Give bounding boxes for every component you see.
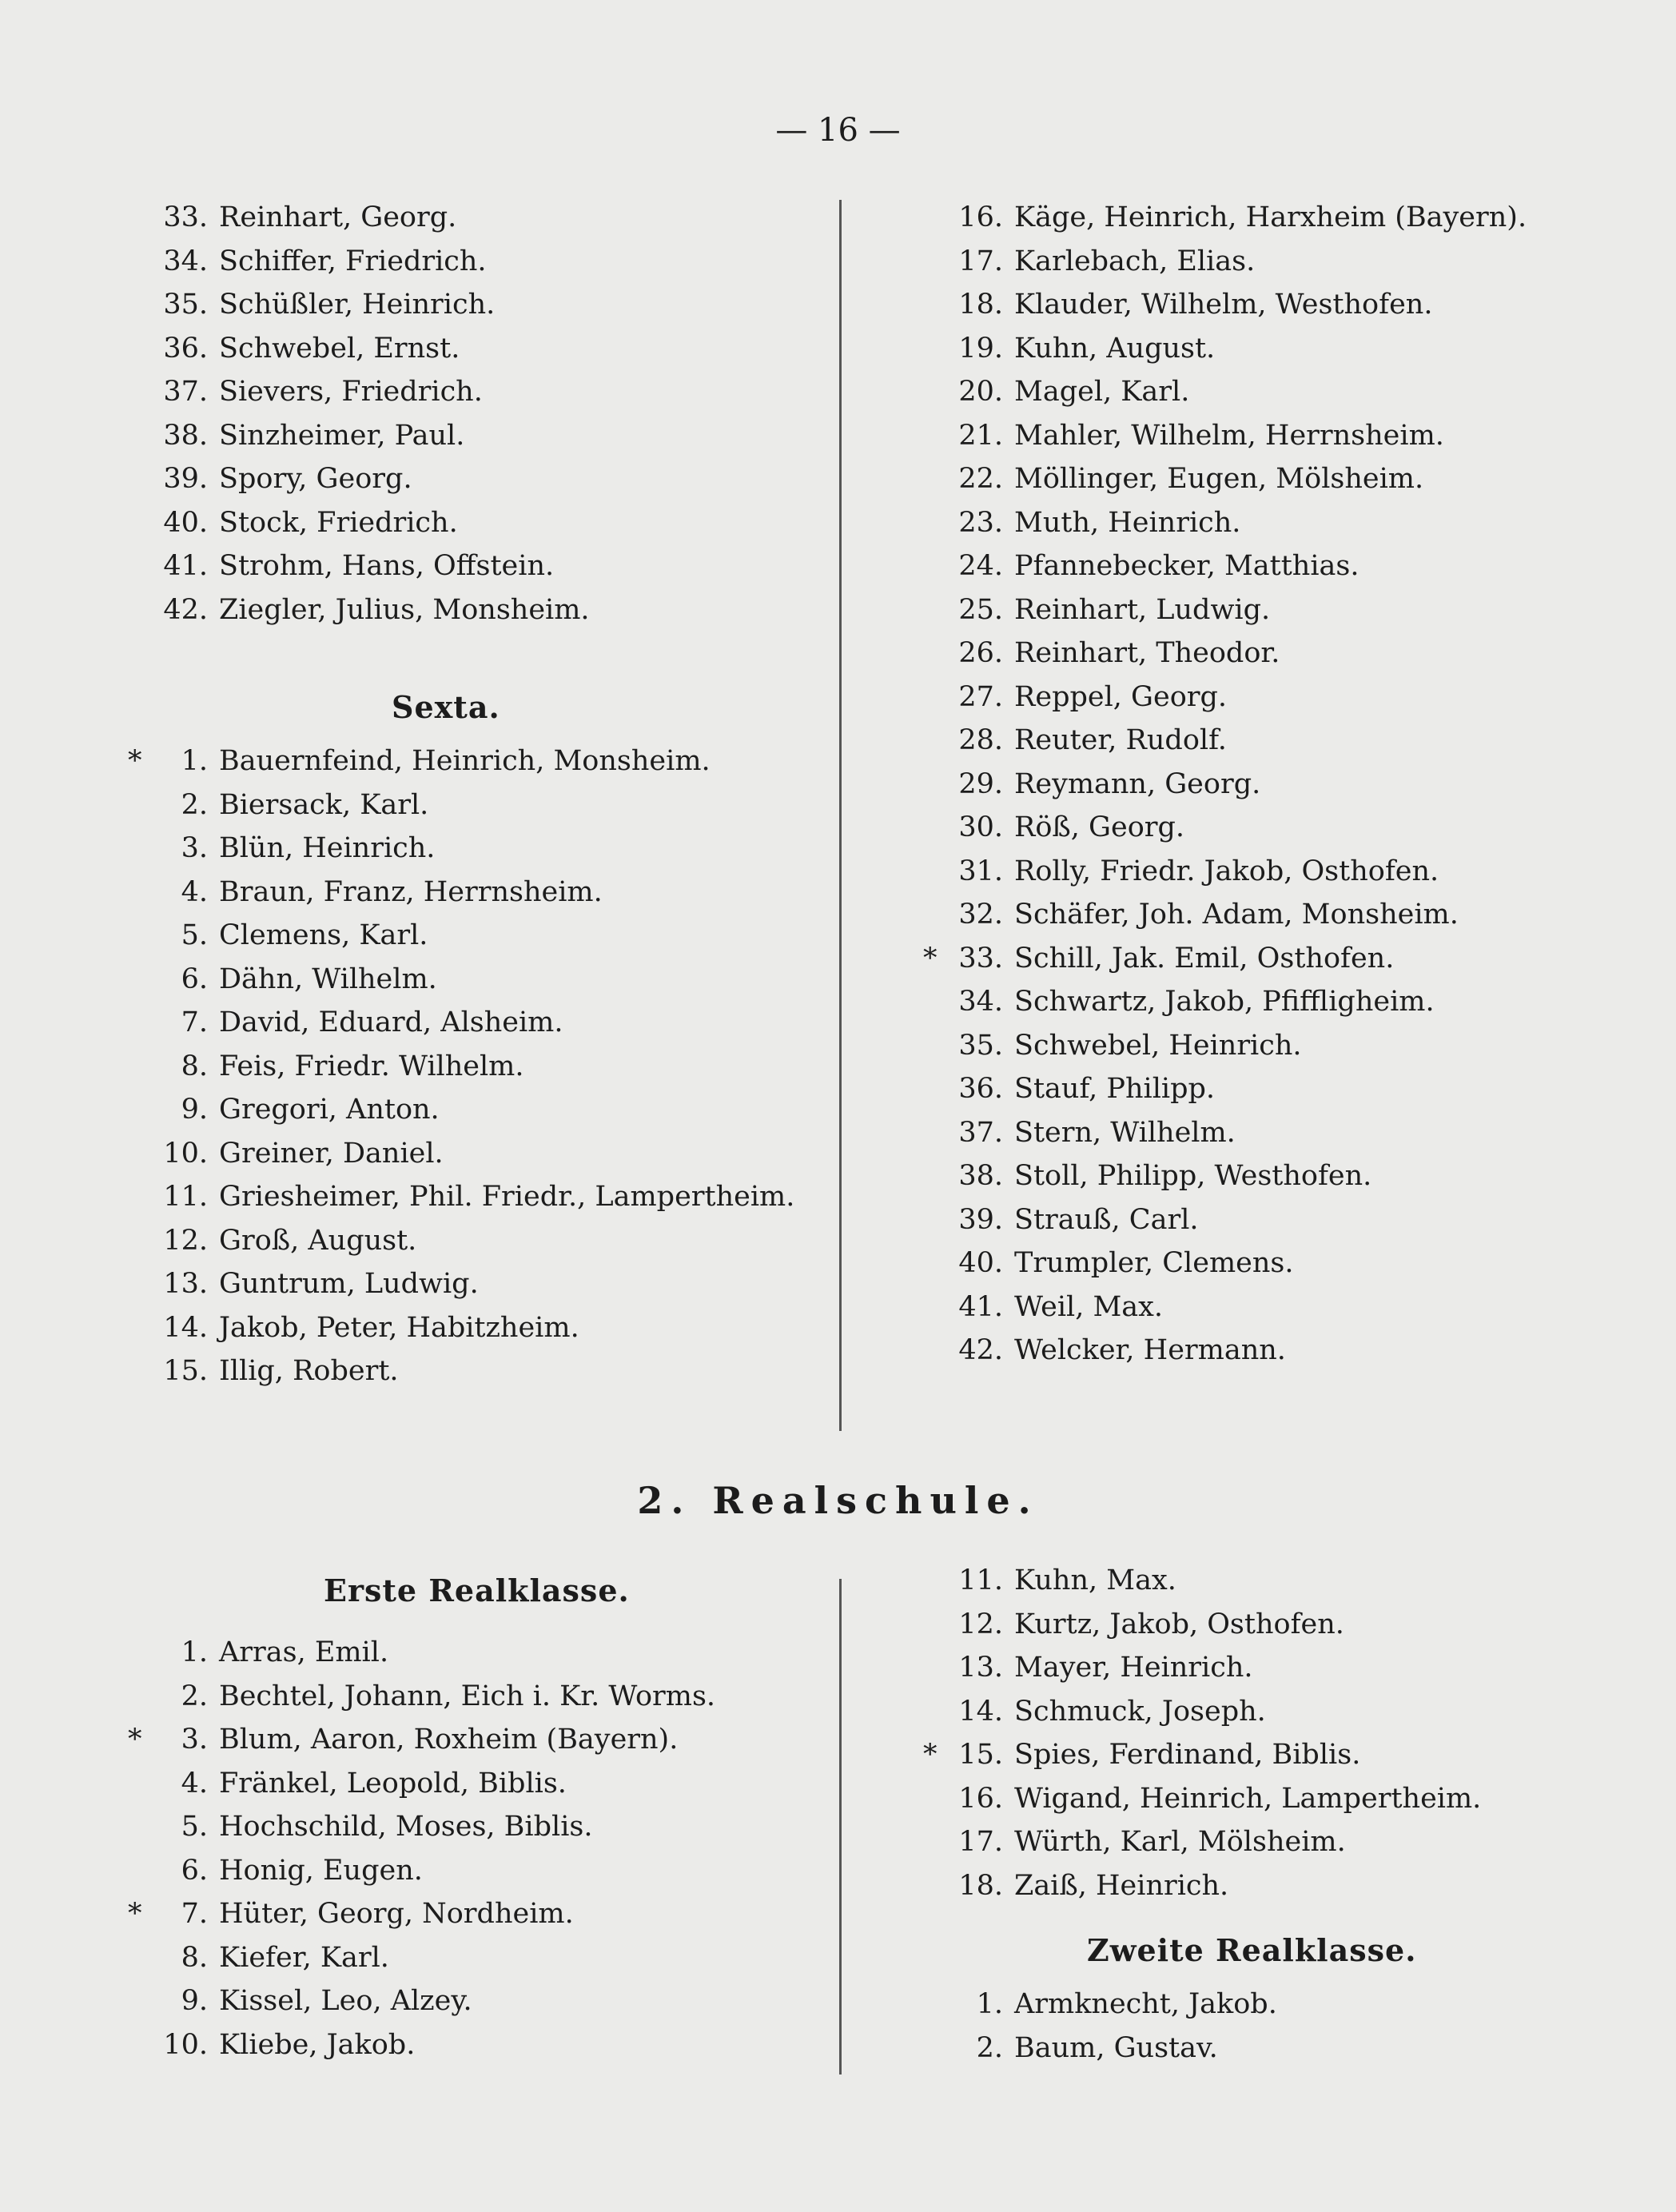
entry-number: 20. — [958, 376, 1003, 408]
entry-name: Spies, Ferdinand, Biblis. — [1014, 1739, 1361, 1771]
entry-number: 33. — [163, 201, 208, 233]
list-item — [160, 2023, 715, 2067]
entry-name: Kuhn, August. — [1014, 332, 1216, 365]
entry-name: Greiner, Daniel. — [219, 1137, 444, 1170]
list-item — [160, 414, 590, 458]
entry-number: 3. — [181, 1724, 208, 1756]
list-item — [955, 632, 1527, 676]
entry-number: 18. — [958, 1869, 1003, 1902]
list-item — [160, 1001, 794, 1045]
entry-name: Schwebel, Ernst. — [219, 332, 460, 365]
entry-number: 35. — [958, 1029, 1003, 1062]
entry-number: 31. — [958, 855, 1003, 887]
erste-left-list — [128, 1631, 716, 2067]
zweite-realklasse-heading: Zweite Realklasse. — [1087, 1932, 1417, 1968]
entry-name: Rolly, Friedr. Jakob, Osthofen. — [1014, 855, 1439, 887]
list-item — [955, 806, 1527, 850]
entry-name: Zaiß, Heinrich. — [1014, 1869, 1229, 1902]
entry-number: 38. — [958, 1160, 1003, 1192]
entry-number: 2. — [181, 1680, 208, 1712]
entry-name: Schiffer, Friedrich. — [219, 245, 487, 277]
entry-name: Hüter, Georg, Nordheim. — [219, 1898, 574, 1930]
entry-name: Magel, Karl. — [1014, 376, 1190, 408]
entry-number: 39. — [163, 463, 208, 495]
entry-name: Jakob, Peter, Habitzheim. — [219, 1311, 579, 1344]
asterisk-mark: * — [923, 1739, 938, 1771]
entry-number: 29. — [958, 767, 1003, 800]
list-item — [160, 1631, 715, 1675]
entry-name: Griesheimer, Phil. Friedr., Lampertheim. — [219, 1181, 795, 1213]
entry-number: 12. — [163, 1224, 208, 1257]
list-item — [955, 1285, 1527, 1329]
list-item — [160, 1936, 715, 1980]
entry-number: 22. — [958, 463, 1003, 495]
list-item — [160, 196, 590, 240]
entry-number: 27. — [958, 680, 1003, 713]
entry-number: 9. — [181, 1985, 208, 2017]
list-item — [160, 1132, 794, 1176]
list-item — [160, 370, 590, 414]
entry-name: Sievers, Friedrich. — [219, 376, 483, 408]
entry-name: Feis, Friedr. Wilhelm. — [219, 1050, 524, 1082]
asterisk-mark: * — [923, 942, 938, 974]
sexta-heading-wrap — [392, 684, 500, 731]
entry-number: 40. — [958, 1247, 1003, 1279]
entry-number: 3. — [181, 832, 208, 864]
entry-number: 7. — [181, 1898, 208, 1930]
entry-name: Braun, Franz, Herrnsheim. — [219, 875, 603, 908]
entry-name: Ziegler, Julius, Monsheim. — [219, 593, 590, 626]
entry-number: 35. — [163, 289, 208, 321]
entry-name: Baum, Gustav. — [1014, 2031, 1218, 2064]
entry-number: 1. — [976, 1988, 1003, 2020]
entry-name: Pfannebecker, Matthias. — [1014, 550, 1360, 582]
entry-name: Schäfer, Joh. Adam, Monsheim. — [1014, 899, 1459, 931]
entry-number: 25. — [958, 593, 1003, 626]
list-item — [955, 1067, 1527, 1111]
entry-number: 12. — [958, 1608, 1003, 1640]
entry-number: 42. — [958, 1334, 1003, 1366]
entry-name: Käge, Heinrich, Harxheim (Bayern). — [1014, 201, 1527, 233]
entry-number: 1. — [181, 745, 208, 777]
entry-number: 39. — [958, 1203, 1003, 1236]
list-item — [160, 871, 794, 915]
list-item — [160, 1849, 715, 1893]
entry-name: Stern, Wilhelm. — [1014, 1116, 1236, 1149]
entry-number: 13. — [163, 1268, 208, 1300]
entry-number: 7. — [181, 1006, 208, 1038]
entry-number: 5. — [181, 919, 208, 951]
entry-number: 13. — [958, 1652, 1003, 1684]
list-item — [955, 327, 1527, 371]
entry-name: Gregori, Anton. — [219, 1094, 440, 1126]
entry-number: 42. — [163, 593, 208, 626]
entry-name: Stock, Friedrich. — [219, 506, 458, 539]
entry-number: 18. — [958, 289, 1003, 321]
entry-name: Reinhart, Ludwig. — [1014, 593, 1271, 626]
list-item — [160, 1175, 794, 1219]
entry-name: Blum, Aaron, Roxheim (Bayern). — [219, 1724, 679, 1756]
list-item — [160, 501, 590, 545]
entry-name: Mayer, Heinrich. — [1014, 1652, 1253, 1684]
entry-number: 5. — [181, 1811, 208, 1843]
erste-heading-wrap — [324, 1567, 630, 1615]
list-item — [955, 1329, 1527, 1373]
list-item — [955, 414, 1527, 458]
entry-number: 23. — [958, 506, 1003, 539]
list-item — [955, 1024, 1527, 1068]
entry-number: 4. — [181, 1767, 208, 1799]
entry-name: Schill, Jak. Emil, Osthofen. — [1014, 942, 1395, 974]
entry-number: 37. — [163, 376, 208, 408]
entry-number: 4. — [181, 875, 208, 908]
entry-name: Trumpler, Clemens. — [1014, 1247, 1294, 1279]
entry-name: Reuter, Rudolf. — [1014, 724, 1227, 756]
entry-number: 37. — [958, 1116, 1003, 1149]
entry-number: 10. — [163, 2028, 208, 2061]
entry-name: Muth, Heinrich. — [1014, 506, 1241, 539]
entry-name: Wigand, Heinrich, Lampertheim. — [1014, 1782, 1482, 1815]
list-item — [160, 240, 590, 284]
list-item — [160, 1306, 794, 1350]
entry-number: 28. — [958, 724, 1003, 756]
list-item — [160, 588, 590, 632]
zweite-list — [955, 1983, 1277, 2070]
entry-name: Karlebach, Elias. — [1014, 245, 1256, 277]
list-item — [160, 544, 590, 588]
entry-number: 15. — [958, 1739, 1003, 1771]
list-item — [160, 1805, 715, 1849]
list-item — [160, 1349, 794, 1393]
list-item — [160, 827, 794, 871]
list-item — [128, 739, 794, 783]
column-divider-bottom — [839, 1579, 842, 2074]
entry-name: Reinhart, Theodor. — [1014, 637, 1280, 669]
list-item — [923, 937, 1527, 981]
entry-name: Kissel, Leo, Alzey. — [219, 1985, 472, 2017]
entry-name: Hochschild, Moses, Biblis. — [219, 1811, 593, 1843]
list-item — [955, 1154, 1527, 1198]
entry-name: Dähn, Wilhelm. — [219, 963, 437, 995]
list-item — [955, 501, 1527, 545]
top-right-column — [923, 196, 1527, 1373]
list-item — [955, 980, 1527, 1024]
list-item — [160, 1088, 794, 1132]
list-item — [955, 1777, 1481, 1821]
list-item — [160, 283, 590, 327]
list-item — [955, 1603, 1481, 1647]
realschule-title: 2. Realschule. — [637, 1479, 1039, 1522]
erste-right-list — [923, 1559, 1482, 1907]
entry-name: Sinzheimer, Paul. — [219, 419, 465, 452]
entry-name: Reinhart, Georg. — [219, 201, 457, 233]
asterisk-mark: * — [128, 1724, 142, 1756]
list-item — [160, 1762, 715, 1806]
entry-name: Klauder, Wilhelm, Westhofen. — [1014, 289, 1433, 321]
entry-name: Biersack, Karl. — [219, 788, 429, 821]
entry-name: Würth, Karl, Mölsheim. — [1014, 1826, 1346, 1858]
entry-name: Kiefer, Karl. — [219, 1941, 389, 1974]
entry-number: 11. — [163, 1181, 208, 1213]
entry-name: Schwartz, Jakob, Pfiffligheim. — [1014, 986, 1435, 1018]
entry-number: 24. — [958, 550, 1003, 582]
entry-number: 17. — [958, 245, 1003, 277]
entry-number: 17. — [958, 1826, 1003, 1858]
entry-number: 33. — [958, 942, 1003, 974]
entry-number: 41. — [958, 1290, 1003, 1323]
list-item — [955, 1646, 1481, 1690]
list-item — [160, 1045, 794, 1089]
list-item — [955, 719, 1527, 763]
entry-number: 14. — [958, 1695, 1003, 1728]
entry-number: 15. — [163, 1355, 208, 1387]
list-item — [955, 676, 1527, 719]
entry-name: Reymann, Georg. — [1014, 767, 1261, 800]
entry-name: David, Eduard, Alsheim. — [219, 1006, 563, 1038]
column-divider-top — [839, 200, 842, 1431]
asterisk-mark: * — [128, 745, 142, 777]
entry-number: 8. — [181, 1941, 208, 1974]
list-item — [955, 893, 1527, 937]
list-item — [160, 327, 590, 371]
entry-name: Guntrum, Ludwig. — [219, 1268, 479, 1300]
entry-name: Fränkel, Leopold, Biblis. — [219, 1767, 567, 1799]
list-item — [160, 1675, 715, 1719]
list-item — [160, 1979, 715, 2023]
entry-number: 26. — [958, 637, 1003, 669]
sexta-heading: Sexta. — [392, 689, 500, 725]
entry-name: Groß, August. — [219, 1224, 417, 1257]
list-item — [955, 850, 1527, 894]
entry-number: 1. — [181, 1636, 208, 1668]
list-item — [955, 1983, 1277, 2027]
entry-number: 8. — [181, 1050, 208, 1082]
entry-name: Kurtz, Jakob, Osthofen. — [1014, 1608, 1344, 1640]
entry-number: 36. — [958, 1073, 1003, 1105]
entry-number: 9. — [181, 1094, 208, 1126]
entry-name: Stoll, Philipp, Westhofen. — [1014, 1160, 1372, 1192]
list-item — [160, 457, 590, 501]
entry-number: 16. — [958, 201, 1003, 233]
list-item — [160, 1262, 794, 1306]
entry-number: 16. — [958, 1782, 1003, 1815]
entry-name: Arras, Emil. — [219, 1636, 389, 1668]
list-item — [160, 914, 794, 958]
zweite-heading-wrap — [1087, 1927, 1416, 1975]
entry-name: Röß, Georg. — [1014, 811, 1185, 843]
entry-name: Kuhn, Max. — [1014, 1564, 1176, 1596]
entry-name: Weil, Max. — [1014, 1290, 1164, 1323]
list-item — [955, 1198, 1527, 1242]
list-item — [128, 1892, 715, 1936]
entry-name: Armknecht, Jakob. — [1014, 1988, 1277, 2020]
list-item — [955, 1864, 1481, 1908]
entry-name: Spory, Georg. — [219, 463, 412, 495]
list-item — [160, 1219, 794, 1263]
entry-number: 6. — [181, 1854, 208, 1887]
entry-name: Bechtel, Johann, Eich i. Kr. Worms. — [219, 1680, 716, 1712]
entry-number: 32. — [958, 899, 1003, 931]
entry-name: Mahler, Wilhelm, Herrnsheim. — [1014, 419, 1444, 452]
list-item — [923, 1733, 1481, 1777]
list-item — [955, 1690, 1481, 1734]
entry-number: 30. — [958, 811, 1003, 843]
entry-name: Honig, Eugen. — [219, 1854, 423, 1887]
entry-name: Clemens, Karl. — [219, 919, 428, 951]
list-item — [955, 457, 1527, 501]
entry-name: Illig, Robert. — [219, 1355, 399, 1387]
list-item — [128, 1718, 715, 1762]
entry-number: 40. — [163, 506, 208, 539]
list-item — [955, 1111, 1527, 1155]
asterisk-mark: * — [128, 1898, 142, 1930]
list-item — [955, 240, 1527, 284]
entry-name: Schwebel, Heinrich. — [1014, 1029, 1302, 1062]
list-item — [955, 283, 1527, 327]
entry-number: 2. — [181, 788, 208, 821]
list-item — [955, 2027, 1277, 2071]
entry-number: 41. — [163, 550, 208, 582]
entry-name: Welcker, Hermann. — [1014, 1334, 1286, 1366]
entry-name: Schmuck, Joseph. — [1014, 1695, 1266, 1728]
sexta-list — [128, 739, 795, 1393]
entry-number: 19. — [958, 332, 1003, 365]
list-item — [955, 370, 1527, 414]
entry-name: Blün, Heinrich. — [219, 832, 436, 864]
list-item — [955, 1242, 1527, 1285]
list-item — [955, 1820, 1481, 1864]
erste-realklasse-heading: Erste Realklasse. — [324, 1572, 630, 1608]
entry-number: 38. — [163, 419, 208, 452]
list-item — [160, 958, 794, 1002]
list-item — [955, 1559, 1481, 1603]
list-item — [955, 196, 1527, 240]
entry-number: 10. — [163, 1137, 208, 1170]
entry-name: Bauernfeind, Heinrich, Monsheim. — [219, 745, 711, 777]
entry-name: Strohm, Hans, Offstein. — [219, 550, 555, 582]
entry-name: Strauß, Carl. — [1014, 1203, 1199, 1236]
entry-number: 6. — [181, 963, 208, 995]
entry-number: 36. — [163, 332, 208, 365]
entry-name: Reppel, Georg. — [1014, 680, 1228, 713]
entry-name: Kliebe, Jakob. — [219, 2028, 416, 2061]
entry-name: Stauf, Philipp. — [1014, 1073, 1216, 1105]
list-item — [955, 588, 1527, 632]
list-item — [160, 783, 794, 827]
entry-number: 11. — [958, 1564, 1003, 1596]
entry-number: 34. — [958, 986, 1003, 1018]
list-item — [955, 763, 1527, 807]
entry-name: Möllinger, Eugen, Mölsheim. — [1014, 463, 1424, 495]
entry-number: 34. — [163, 245, 208, 277]
top-left-column — [160, 196, 590, 632]
entry-number: 14. — [163, 1311, 208, 1344]
entry-number: 21. — [958, 419, 1003, 452]
page-number: — 16 — — [775, 112, 901, 149]
entry-number: 2. — [976, 2031, 1003, 2064]
list-item — [955, 544, 1527, 588]
entry-name: Schüßler, Heinrich. — [219, 289, 496, 321]
